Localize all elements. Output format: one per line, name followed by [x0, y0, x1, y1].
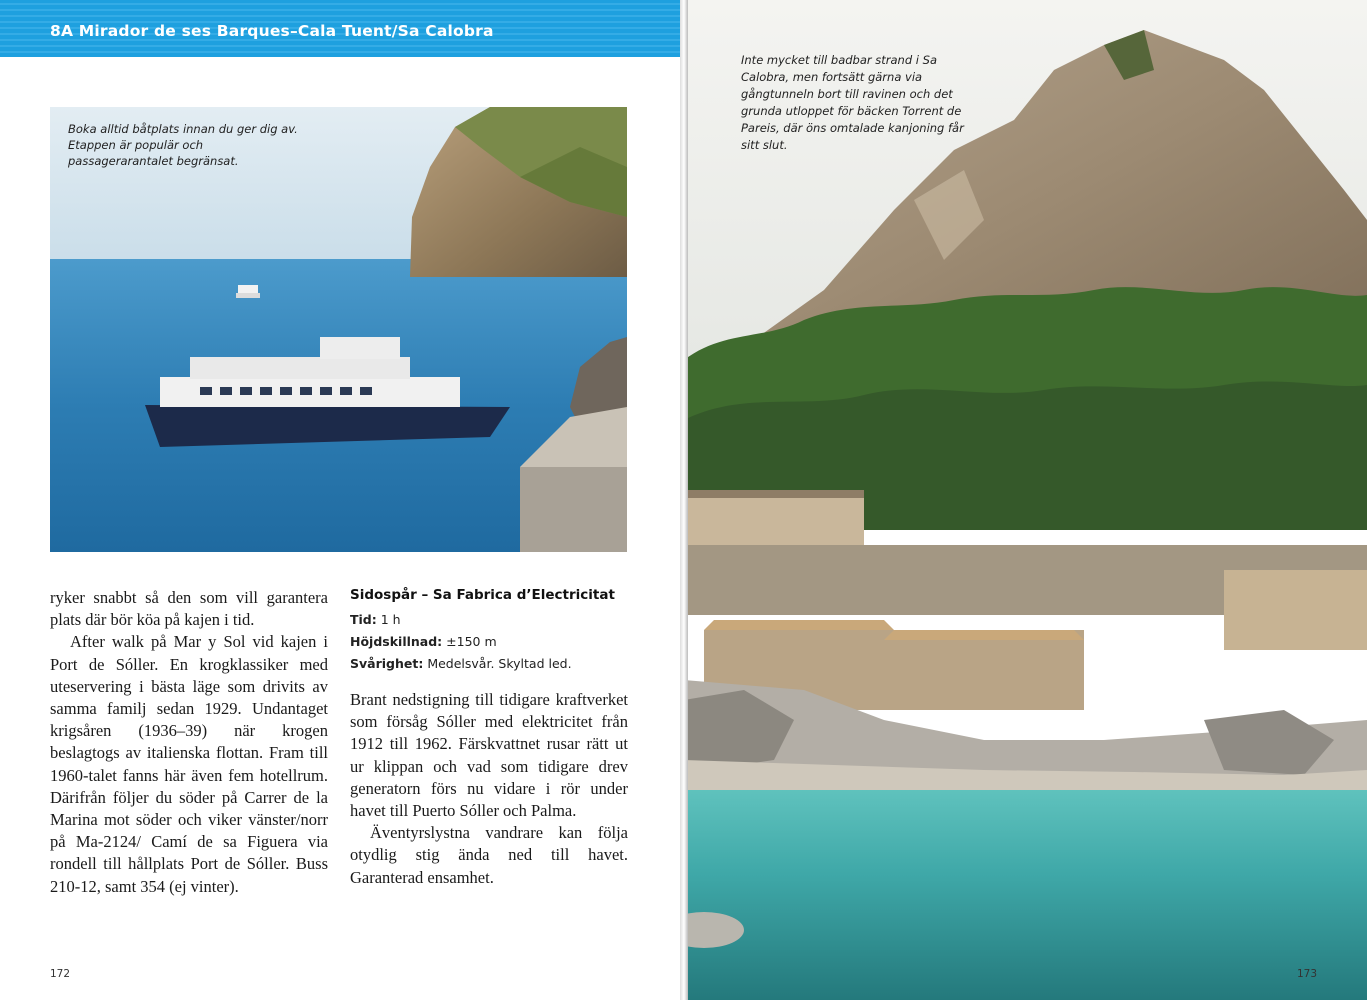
fact-label: Svårighet: [350, 656, 424, 671]
fact-label: Höjdskillnad: [350, 634, 443, 649]
left-text-column [50, 587, 328, 898]
paragraph: ryker snabbt så den som vill garantera plats där bör köa på kajen i tid. [50, 588, 328, 630]
paragraph: After walk på Mar y Sol vid kajen i Port de Sóller. En krogklassiker med uteservering i bästa läge som drivits av samma familj sedan 1929. Undantaget krigsåren (1936–39) när krogen beslagtogs av italienska flottan. Fram till 1960-talet fanns här även fem hotellrum. Därifrån följer du söder på Carrer de la Marina mot söder och viker vänster/norr på Ma-2124/ Camí de sa Figuera via rondell till hållplats Port de Sóller. Buss 210-12, samt 354 (ej vinter). [50, 632, 328, 896]
fact-elevation [350, 631, 628, 653]
fact-time [350, 609, 628, 631]
fact-value: ±150 m [446, 634, 497, 649]
boat-photo-illustration [50, 107, 627, 552]
chapter-title: 8A Mirador de ses Barques–Cala Tuent/Sa Calobra [50, 22, 494, 40]
fact-value: 1 h [380, 612, 401, 627]
sidebar-section [350, 587, 628, 889]
sa-calobra-caption: Inte mycket till badbar strand i Sa Calobra, men fortsätt gärna via gångtunneln bort till ravinen och det grunda utloppet för bäcken Torrent de Pareis, där öns omtalade kanjoning får sitt slut. [741, 53, 964, 152]
paragraph: Äventyrslystna vandrare kan följa otydlig stig ända ned till havet. Garanterad ensamhet. [350, 823, 628, 887]
section-title: Sidospår – Sa Fabrica d’Electricitat [350, 587, 615, 603]
facts-list [350, 609, 628, 675]
paragraph: Brant nedstigning till tidigare kraftverket som försåg Sóller med elektricitet från 1912 till 1962. Färskvattnet rusar rätt ut ur klippan och vad som tidigare drev generatorn förs nu vidare i rör under havet till Puerto Sóller och Palma. [350, 690, 628, 821]
page-number-right: 173 [1296, 968, 1317, 980]
boat-photo-caption: Boka alltid båtplats innan du ger dig av. Etappen är populär och passagerarantalet begränsat. [68, 122, 298, 168]
boat-photo [50, 107, 627, 552]
chapter-header-bar [0, 0, 684, 57]
page-number-left: 172 [50, 968, 71, 980]
fact-label: Tid: [350, 612, 377, 627]
right-page-photo [684, 0, 1367, 1000]
fact-difficulty [350, 653, 628, 675]
book-spine [680, 0, 688, 1000]
fact-value: Medelsvår. Skyltad led. [427, 656, 572, 671]
section-body [350, 689, 628, 889]
